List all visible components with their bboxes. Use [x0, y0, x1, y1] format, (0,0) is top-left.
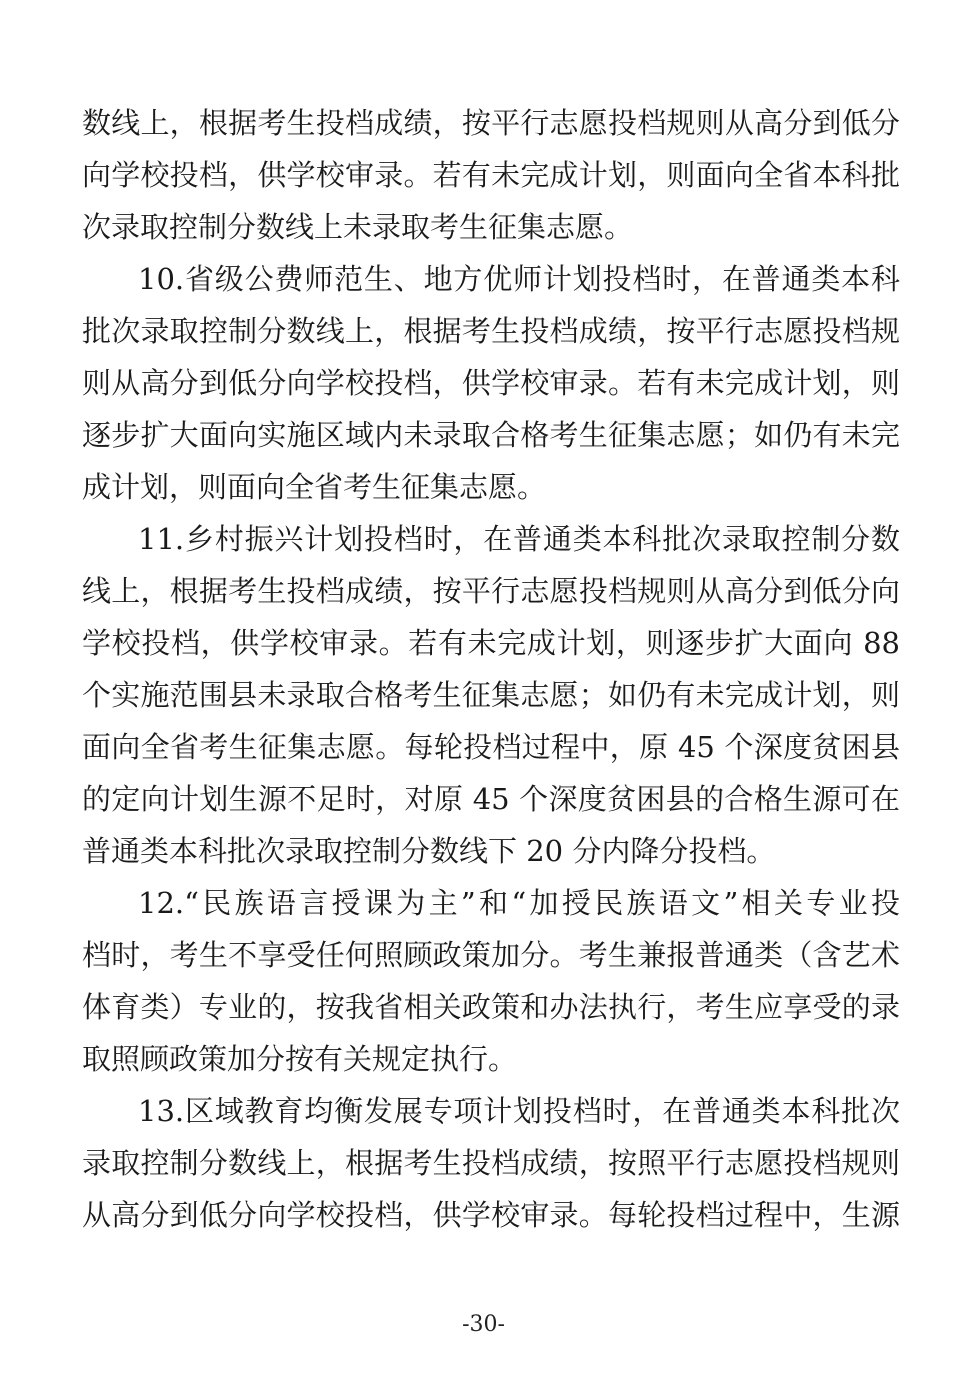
paragraph-11-start: 11.乡村振兴计划投档时，在普通类本科批次录取控制分数: [138, 522, 900, 556]
text-line: 向学校投档，供学校审录。若有未完成计划，则面向全省本科批: [82, 158, 900, 192]
text-line: 从高分到低分向学校投档，供学校审录。每轮投档过程中，生源: [82, 1198, 900, 1232]
page-number: -30-: [462, 1312, 505, 1337]
text-line: 批次录取控制分数线上，根据考生投档成绩，按平行志愿投档规: [82, 314, 900, 348]
paragraph-13-start: 13.区域教育均衡发展专项计划投档时，在普通类本科批次: [138, 1094, 900, 1128]
text-line: 成计划，则面向全省考生征集志愿。: [82, 470, 547, 504]
text-line: 学校投档，供学校审录。若有未完成计划，则逐步扩大面向 88: [82, 626, 900, 660]
text-line: 档时，考生不享受任何照顾政策加分。考生兼报普通类（含艺术: [82, 938, 900, 972]
text-line: 次录取控制分数线上未录取考生征集志愿。: [82, 210, 634, 244]
text-line: 录取控制分数线上，根据考生投档成绩，按照平行志愿投档规则: [82, 1146, 900, 1180]
text-line: 体育类）专业的，按我省相关政策和办法执行，考生应享受的录: [82, 990, 900, 1024]
text-line: 个实施范围县未录取合格考生征集志愿；如仍有未完成计划，则: [82, 678, 900, 712]
text-line: 线上，根据考生投档成绩，按平行志愿投档规则从高分到低分向: [82, 574, 900, 608]
text-line: 的定向计划生源不足时，对原 45 个深度贫困县的合格生源可在: [82, 782, 900, 816]
text-line: 普通类本科批次录取控制分数线下 20 分内降分投档。: [82, 834, 776, 868]
text-line: 面向全省考生征集志愿。每轮投档过程中，原 45 个深度贫困县: [82, 730, 900, 764]
text-line: 取照顾政策加分按有关规定执行。: [82, 1042, 518, 1076]
text-line: 则从高分到低分向学校投档，供学校审录。若有未完成计划，则: [82, 366, 900, 400]
paragraph-10-start: 10.省级公费师范生、地方优师计划投档时，在普通类本科: [138, 262, 900, 296]
paragraph-12-start: 12.“民族语言授课为主”和“加授民族语文”相关专业投: [138, 886, 900, 920]
text-line: 数线上，根据考生投档成绩，按平行志愿投档规则从高分到低分: [82, 106, 900, 140]
text-line: 逐步扩大面向实施区域内未录取合格考生征集志愿；如仍有未完: [82, 418, 900, 452]
